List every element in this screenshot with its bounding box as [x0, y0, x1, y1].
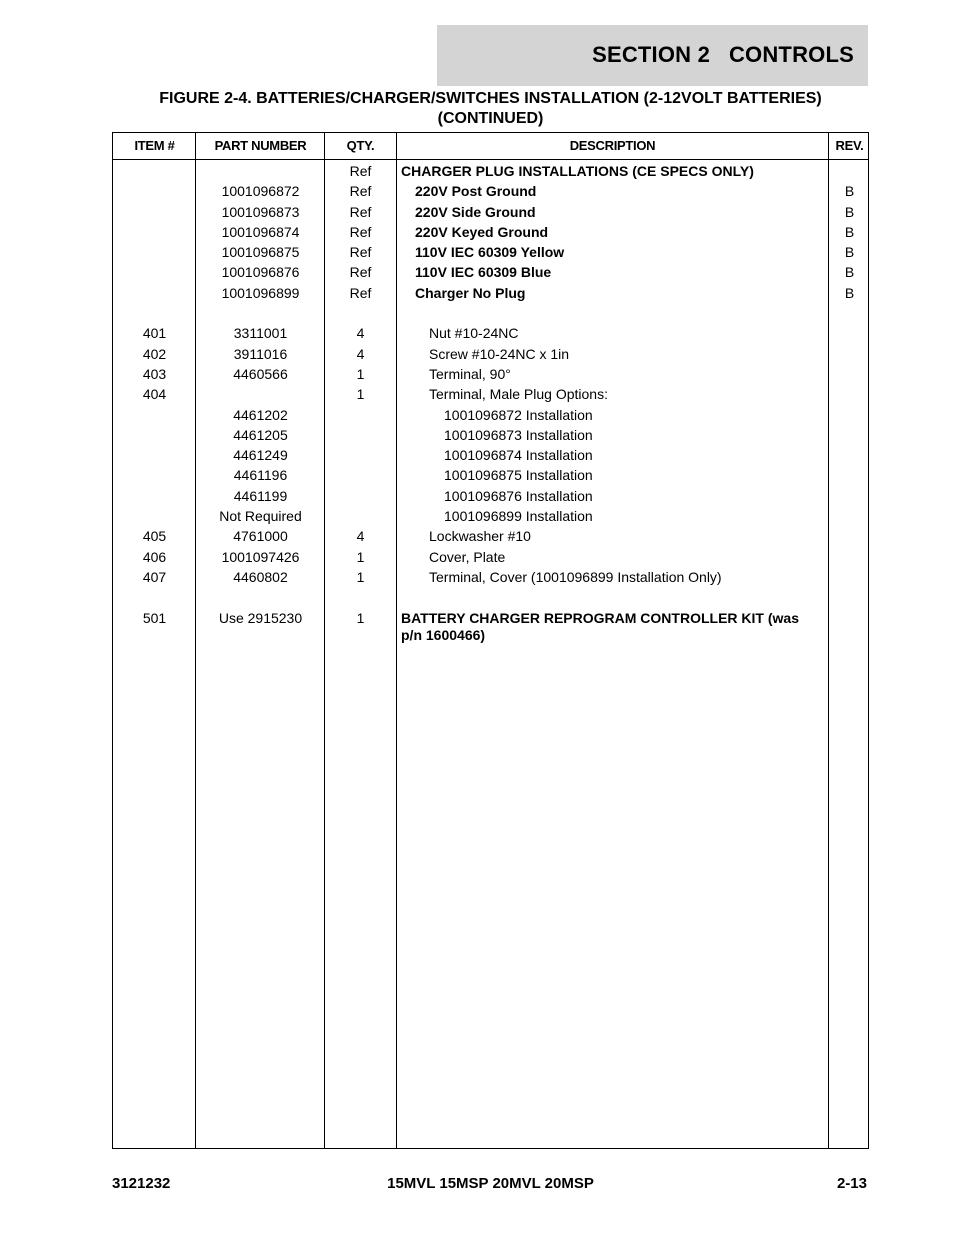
- qty-cell: Ref: [349, 284, 372, 301]
- table-row: [113, 465, 868, 485]
- table-row: [113, 262, 868, 282]
- part-number-cell: 3911016: [233, 345, 288, 362]
- item-cell: 401: [142, 325, 167, 342]
- part-number-cell: 1001096899: [221, 284, 300, 301]
- page-footer: [112, 1175, 869, 1195]
- table-row: [113, 608, 868, 643]
- rev-cell: B: [844, 203, 855, 220]
- model-list: 15MVL 15MSP 20MVL 20MSP: [387, 1175, 594, 1192]
- rev-cell: B: [844, 223, 855, 240]
- qty-cell: Ref: [349, 223, 372, 240]
- description-cell: 1001096872 Installation: [444, 406, 593, 423]
- item-cell: 406: [142, 548, 167, 565]
- col-header-qty: QTY.: [346, 138, 375, 153]
- description-cell: Nut #10-24NC: [429, 325, 519, 342]
- qty-cell: 4: [356, 325, 365, 342]
- table-row: [113, 323, 868, 343]
- table-row: [113, 445, 868, 465]
- item-cell: 405: [142, 528, 167, 545]
- col-header-rev: REV.: [835, 138, 864, 153]
- part-number-cell: 4461202: [233, 406, 288, 423]
- description-cell: 110V IEC 60309 Blue: [415, 264, 552, 281]
- qty-cell: 1: [356, 609, 365, 626]
- table-row: [113, 161, 868, 181]
- description-cell: Terminal, Cover (1001096899 Installation Only): [429, 568, 722, 585]
- description-cell: Cover, Plate: [429, 548, 506, 565]
- qty-cell: Ref: [349, 244, 372, 261]
- table-row: [113, 425, 868, 445]
- qty-cell: 1: [356, 365, 365, 382]
- part-number-cell: 1001096872: [221, 183, 300, 200]
- description-cell: 110V IEC 60309 Yellow: [415, 244, 565, 261]
- parts-table: [112, 132, 869, 1149]
- col-header-item: ITEM #: [134, 138, 175, 153]
- qty-cell: Ref: [349, 163, 372, 179]
- item-cell: 403: [142, 365, 167, 382]
- description-cell: BATTERY CHARGER REPROGRAM CONTROLLER KIT (was p/n 1600466): [401, 609, 799, 643]
- part-number-cell: 4461249: [233, 447, 288, 464]
- table-row: [113, 364, 868, 384]
- section-title: SECTION 2 CONTROLS: [592, 42, 854, 67]
- qty-cell: Ref: [349, 183, 372, 200]
- description-cell: 1001096873 Installation: [444, 426, 593, 443]
- description-cell: 220V Post Ground: [415, 183, 537, 200]
- description-cell: 220V Side Ground: [415, 203, 536, 220]
- item-cell: 407: [142, 568, 167, 585]
- table-body: [113, 161, 868, 643]
- table-row: [113, 486, 868, 506]
- table-header: [113, 133, 868, 160]
- description-cell: Terminal, 90°: [429, 365, 511, 382]
- qty-cell: Ref: [349, 203, 372, 220]
- qty-cell: Ref: [349, 264, 372, 281]
- figure-title-line-1: FIGURE 2-4. BATTERIES/CHARGER/SWITCHES INSTALLATION (2-12VOLT BATTERIES): [159, 90, 822, 107]
- description-cell: 220V Keyed Ground: [415, 223, 549, 240]
- part-number-cell: 1001096876: [221, 264, 300, 281]
- rev-cell: B: [844, 244, 855, 261]
- col-header-part-number: PART NUMBER: [214, 138, 307, 153]
- table-row: [113, 526, 868, 546]
- page-number: 2-13: [836, 1175, 867, 1192]
- part-number-cell: 4460802: [233, 568, 288, 585]
- description-cell: CHARGER PLUG INSTALLATIONS (CE SPECS ONLY): [401, 163, 754, 179]
- part-number-cell: 4461196: [233, 467, 288, 484]
- table-row: [113, 202, 868, 222]
- table-row: [113, 181, 868, 201]
- table-row: [113, 242, 868, 262]
- table-row: [113, 384, 868, 404]
- item-cell: 404: [142, 386, 167, 403]
- table-row: [113, 506, 868, 526]
- description-cell: 1001096876 Installation: [444, 487, 593, 504]
- table-row: [113, 567, 868, 587]
- description-cell: Charger No Plug: [415, 284, 526, 301]
- qty-cell: 4: [356, 528, 365, 545]
- document-number: 3121232: [112, 1175, 171, 1192]
- item-cell: 402: [142, 345, 167, 362]
- part-number-cell: 1001097426: [221, 548, 300, 565]
- item-cell: 501: [142, 609, 167, 626]
- part-number-cell: 1001096875: [221, 244, 300, 261]
- qty-cell: 4: [356, 345, 365, 362]
- description-cell: Screw #10-24NC x 1in: [429, 345, 570, 362]
- table-row: [113, 547, 868, 567]
- description-cell: 1001096899 Installation: [444, 508, 593, 525]
- part-number-cell: Not Required: [219, 508, 302, 525]
- rev-cell: B: [844, 183, 855, 200]
- rev-cell: B: [844, 264, 855, 281]
- qty-cell: 1: [356, 386, 365, 403]
- rev-cell: B: [844, 284, 855, 301]
- part-number-cell: 1001096873: [221, 203, 300, 220]
- part-number-cell: 3311001: [233, 325, 288, 342]
- part-number-cell: Use 2915230: [218, 609, 303, 626]
- part-number-cell: 4460566: [233, 365, 288, 382]
- table-row: [113, 222, 868, 242]
- table-row-spacer: [113, 587, 868, 607]
- col-header-description: DESCRIPTION: [569, 138, 656, 153]
- part-number-cell: 1001096874: [221, 223, 300, 240]
- part-number-cell: 4761000: [233, 528, 288, 545]
- part-number-cell: 4461205: [233, 426, 288, 443]
- description-cell: 1001096875 Installation: [444, 467, 593, 484]
- table-row: [113, 405, 868, 425]
- description-cell: 1001096874 Installation: [444, 447, 593, 464]
- figure-title: [112, 89, 869, 129]
- section-header-band: [437, 25, 868, 86]
- part-number-cell: 4461199: [233, 487, 288, 504]
- qty-cell: 1: [356, 568, 365, 585]
- table-row: [113, 283, 868, 303]
- description-cell: Lockwasher #10: [429, 528, 531, 545]
- table-row-spacer: [113, 303, 868, 323]
- qty-cell: 1: [356, 548, 365, 565]
- figure-title-line-2: (CONTINUED): [437, 110, 544, 127]
- table-row: [113, 344, 868, 364]
- description-cell: Terminal, Male Plug Options:: [429, 386, 608, 403]
